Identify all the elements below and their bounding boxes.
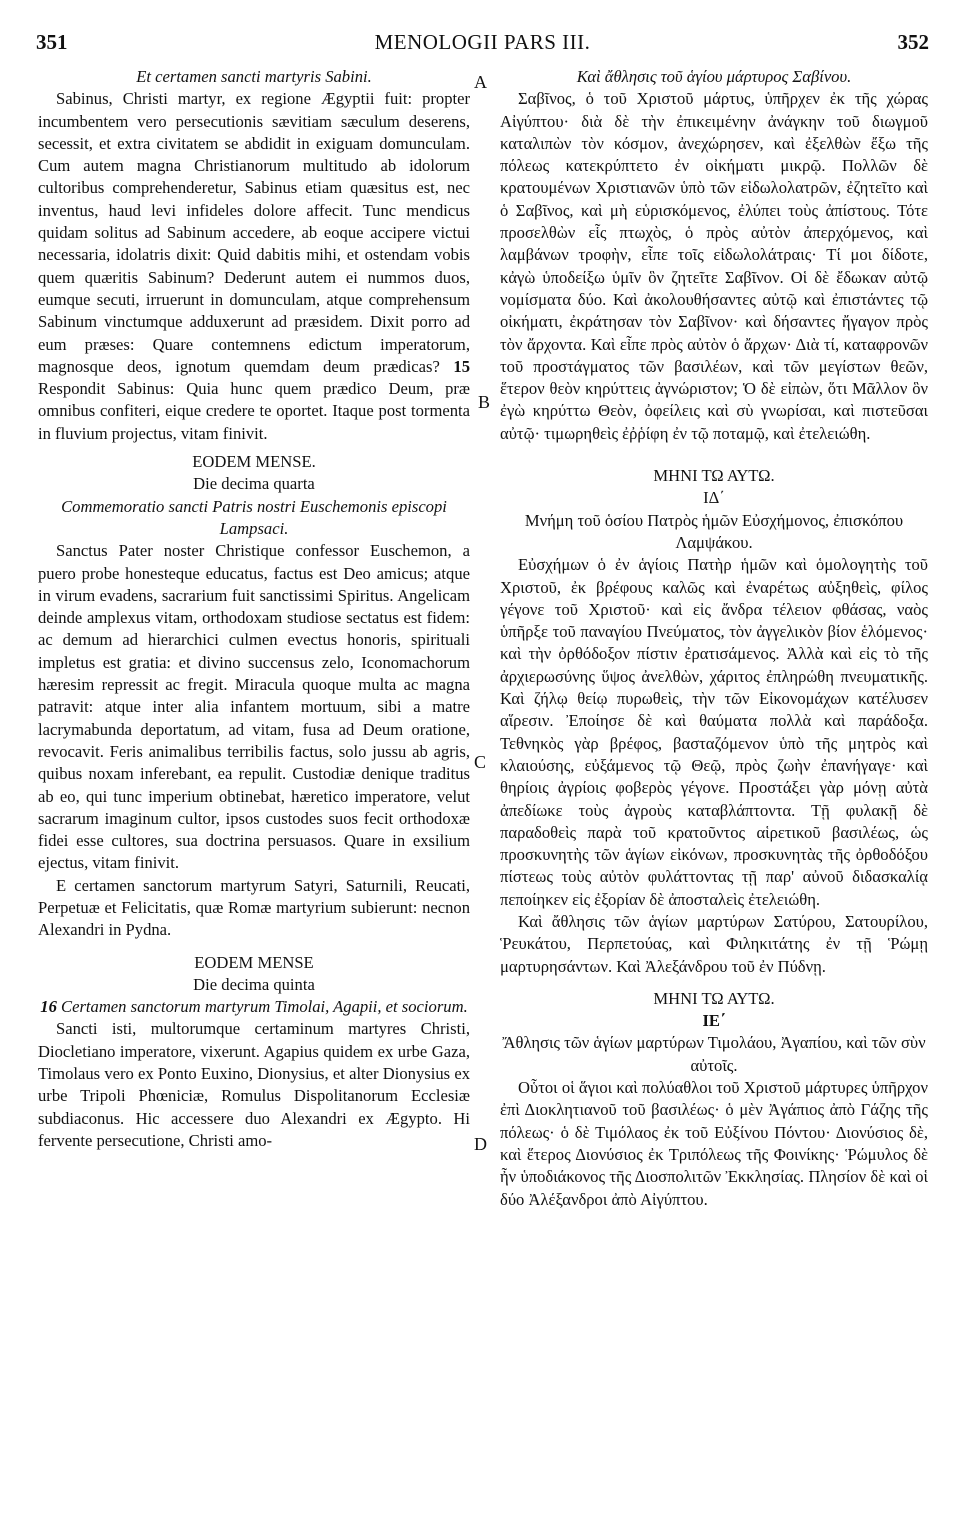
greek-menai-1: ΜΗΝΙ ΤΩ ΑΥΤΩ. [653,466,775,486]
running-title: MENOLOGII PARS III. [374,30,591,54]
latin-die-15: Die decima quinta [193,974,315,994]
latin-satyri-text: E certamen sanctorum martyrum Satyri, Saturnili, Reucati, Perpetuæ et Felicitatis, quæ Romæ martyrium subierunt: necnon Alexandri in Pydna. [38,875,470,940]
latin-sabinus-title: Et certamen sancti martyris Sabini. [136,67,372,86]
latin-timolai-title-text: Certamen sanctorum martyrum Timolai, Agapii, et sociorum. [61,997,468,1017]
greek-num-15: ΙΕ΄ [702,1011,726,1031]
margin-letter-d: D [474,1134,487,1154]
latin-euschemon-text: Sanctus Pater noster Christique confessor Euschemon, a puero probe honesteque educatus, factus est Deo amicus; atque in virum evadens, sacrarium fuit sanctissimi Spiritus. Angelicam deinde amplexus vitam, orthodoxam studiose sectatus est fidem: ac demum ad hierarchici culmen evectus honoris, spirituali impletus est gratia: et divino succensus zelo, Iconomachorum hæresim repressit ac fregit. Miracula quoque multa ac magna patravit: atque inter alia infantem mortuum, sibi a matre lacrymabunda deportatum, ad vitam, fusa ad Deum oratione, revocavit. Feris animalibus terribilis factus, solo jussu ab agris, quibus noxam inferebant, ea repulit. Custodiæ denique traditus ab eo, qui tunc imperium obtinebat, hæretico imperatore, velut sacrarum imaginum cultor, ipsos custodes suos fecit orthodoxæ fidei esse cultores, sua doctrina persuasos. Quare in exsilium ejectus, vitam finivit. [38,541,470,873]
latin-euschemon-title: Commemoratio sancti Patris nostri Euschemonis episcopi Lampsaci. [61,496,447,538]
latin-column [38,66,470,1152]
page-number-left: 351 [36,30,68,54]
margin-letter-c: C [474,752,487,772]
section-number-15: 15 [453,356,470,376]
latin-eodem-mense-2: EODEM MENSE [194,952,314,972]
latin-die-14: Die decima quarta [193,474,315,494]
greek-euschemon-title: Μνήμη τοῦ ὁσίου Πατρὸς ἡμῶν Εὐσχήμονος, ἐπισκόπου Λαμψάκου. [524,510,904,552]
margin-letter-a: A [474,72,487,92]
greek-timolai-title: Ἄθλησις τῶν ἁγίων μαρτύρων Τιμολάου, Ἀγαπίου, καὶ τῶν σὺν αὐτοῖς. [502,1033,926,1075]
greek-satyri-text: Καὶ ἄθλησις τῶν ἁγίων μαρτύρων Σατύρου, Σατουρίλου, Ῥευκάτου, Περπετούας, καὶ Φιληκιτάτης ἐν τῇ Ῥώμῃ μαρτυρησάντων. Καὶ Ἀλεξάνδρου τοῦ ἐν Πύδνῃ. [500,911,928,976]
latin-eodem-mense-1: EODEM MENSE. [192,452,316,472]
section-number-16: 16 [40,997,57,1017]
greek-timolai-text: Οὗτοι οἱ ἅγιοι καὶ πολύαθλοι τοῦ Χριστοῦ μάρτυρες ὑπῆρχον ἐπὶ Διοκλητιανοῦ τοῦ βασιλέως· ὁ μὲν Ἀγάπιος ἀπὸ Γάζης τῆς πόλεως· ὁ δὲ Τιμόλαος ἐκ τοῦ Εὐξίνου Πόντου· Διονύσιος δὲ, καὶ ἕτερος Διονύσιος ἐκ Τριπόλεως τῆς Φοινίκης· Ῥώμυλος δὲ ἦν ὑποδιάκονος τῆς Διοσπολιτῶν Ἐκκλησίας. Πλησίον δὲ καὶ οἱ δύο Ἀλέξανδροι ἀπὸ Αἰγύπτου. [500,1078,928,1209]
latin-timolai-text: Sancti isti, multorumque certaminum martyres Christi, Diocletiano imperatore, vixerunt. Agapius quidem ex urbe Gaza, Timolaus vero ex Ponto Euxino, Dionysius, et alter Dionysius ex urbe Tripoli Phœniciæ, Romulus Dispolitanorum Ecclesiæ subdiaconus. Hic accessere duo Alexandri ex Ægypto. Hi fervente persecutione, Christi amo- [38,1019,470,1150]
greek-sabinus-title: Καὶ ἄθλησις τοῦ ἁγίου μάρτυρος Σαβίνου. [576,67,852,86]
greek-column [500,66,928,1211]
greek-menai-2: ΜΗΝΙ ΤΩ ΑΥΤΩ. [653,988,775,1008]
greek-sabinus-text: Σαβῖνος, ὁ τοῦ Χριστοῦ μάρτυς, ὑπῆρχεν ἐκ τῆς χώρας Αἰγύπτου· διὰ δὲ τὴν ἐπικειμένην ἀνάγκην τοῦ διωγμοῦ καταλιπὼν τὸν κόσμον, ἀνεχώρησεν, καὶ ἐξελθὼν ἔξω τῆς πόλεως κατεκρύπτετο ἐν οἰκήματι μικρῷ. Πολλῶν δὲ κρατουμένων Χριστιανῶν ὑπὸ τῶν εἰδωλολατρῶν, ἐζητεῖτο καὶ ὁ Σαβῖνος, καὶ μὴ εὑρισκόμενος, ἐλύπει τοὺς ἀπίστους. Τότε προσελθὼν εἷς πτωχὸς, ὁ πρὸς αὐτὸν ἀπερχόμενος, καὶ λαμβάνων τροφὴν, εἶπε τοῖς εἰδωλολάτραις· Τί μοι δίδοτε, κἀγὼ ὑποδείξω ὑμῖν ὃν ζητεῖτε Σαβῖνον. Οἱ δὲ ἔδωκαν αὐτῷ νομίσματα δύο. Καὶ ἀκολουθήσαντες αὐτῷ καὶ ἐπιστάντες τῷ οἰκήματι, ἐκράτησαν τὸν Σαβῖνον· καὶ δήσαντες ἤγαγον πρὸς τὸν ἄρχοντα. Καὶ εἶπε πρὸς αὐτὸν ὁ ἄρχων· Διὰ τί, καταφρονῶν τοῦ προστάγματος τῶν βασιλέων, καὶ τῶν μεγίστων θεῶν, ἕτερον θεὸν κηρύττεις ἀγνώριστον; Ὁ δὲ εἰπὼν, ὅτι Μᾶλλον ὃν ἐγὼ κηρύττω Θεὸν, ὀφείλεις καὶ σὺ γνωρίσαι, καὶ πιστεῦσαι αὐτῷ· τιμωρηθεὶς ἐῤῥίφη ἐν τῷ ποταμῷ, καὶ ἐτελειώθη. [500,89,928,443]
margin-letter-b: B [478,392,491,412]
latin-sabinus-text [38,88,470,445]
page-header [30,30,935,60]
page-number-right: 352 [897,30,929,54]
latin-timolai-title [38,996,470,1018]
greek-num-14: ΙΔ΄ [703,488,725,508]
greek-euschemon-text: Εὐσχήμων ὁ ἐν ἁγίοις Πατὴρ ἡμῶν καὶ ὁμολογητὴς τοῦ Χριστοῦ, ἐκ βρέφους καλῶς καὶ ἐναρέτως αὐξηθεὶς, φίλος γέγονε τοῦ Χριστοῦ· καὶ εἰς ἄνδρα τέλειον φθάσας, ναὸς ὑπῆρξε τοῦ παναγίου Πνεύματος, τὸν ἀγγελικὸν βίον ἑλόμενος· καὶ τὴν ὀρθόδοξον πίστιν ἐρατισάμενος. Ἀλλὰ καὶ εἰς τὸ τῆς ἀρχιερωσύνης ὕψος ἀνελθὼν, χάριτος ἐπληρώθη πνευματικῆς. Καὶ ζήλῳ θείῳ πυρωθεὶς, τὴν τῶν Εἰκονομάχων κατέλυσεν αἵρεσιν. Ἐποίησε δὲ καὶ θαύματα πολλὰ καὶ παράδοξα. Τεθνηκὸς γὰρ βρέφος, βασταζόμενον ὑπὸ τῆς μητρὸς καὶ κλαιούσης, εὐξάμενος τῷ Θεῷ, πρὸς ζωὴν ἐπανήγαγε· καὶ θηρίοις ἀγρίοις φοβερὸς γέγονε. Προστάξει γὰρ μόνῃ αὐτὰ ἀπεδίωκε τοὺς ἀγροὺς καταβλάπτοντα. Τῇ φυλακῇ δὲ παραδοθεὶς παρὰ τοῦ κρατοῦντος αἱρετικοῦ βασιλέως, ὡς προσκυνητὴς τῶν ἁγίων εἰκόνων, προσκυνητὰς τῆς ὀρθοδόξου πίστεως τοὺς αὐτὸν φυλάττοντας τῇ παρ' αὐνοῦ διδασκαλίᾳ πεποίηκεν εἰς ἐξορίαν δὲ ἀποσταλεὶς ἐτελειώθη. [500,555,928,909]
latin-sabinus-body: Sabinus, Christi martyr, ex regione Ægyptii fuit: propter incumbentem vero persecutionis sævitiam sæculum deserens, secessit, et extra civitatem se abdidit in exiguam domunculam. Cum autem magna Christianorum multitudo ab idolorum cultoribus comprehenderetur, Sabinus etiam quæsitus est, nec inventus, haud levi infideles dolore affecit. Tunc mendicus quidam solitus ad Sabinum accedere, ab eoque accipere victui necessaria, idolatris dixit: Quid dabitis mihi, et ostendam vobis quem quæritis Sabinum? Dederunt autem ei nummos duos, eumque secuti, irruerunt in domunculam, atque comprehensum Sabinum vinctumque adduxerunt ad præsidem. Dixit porro ad eum præses: Quare contemnens edictum imperatorum, magnosque deos, ignotum quemdam deum prædicas? [38,89,470,376]
latin-sabinus-body-2: Respondit Sabinus: Quia hunc quem prædico Deum, præ omnibus confiteri, eique credere te oportet. Itaque post tormenta in fluvium projectus, vitam finivit. [38,379,470,443]
